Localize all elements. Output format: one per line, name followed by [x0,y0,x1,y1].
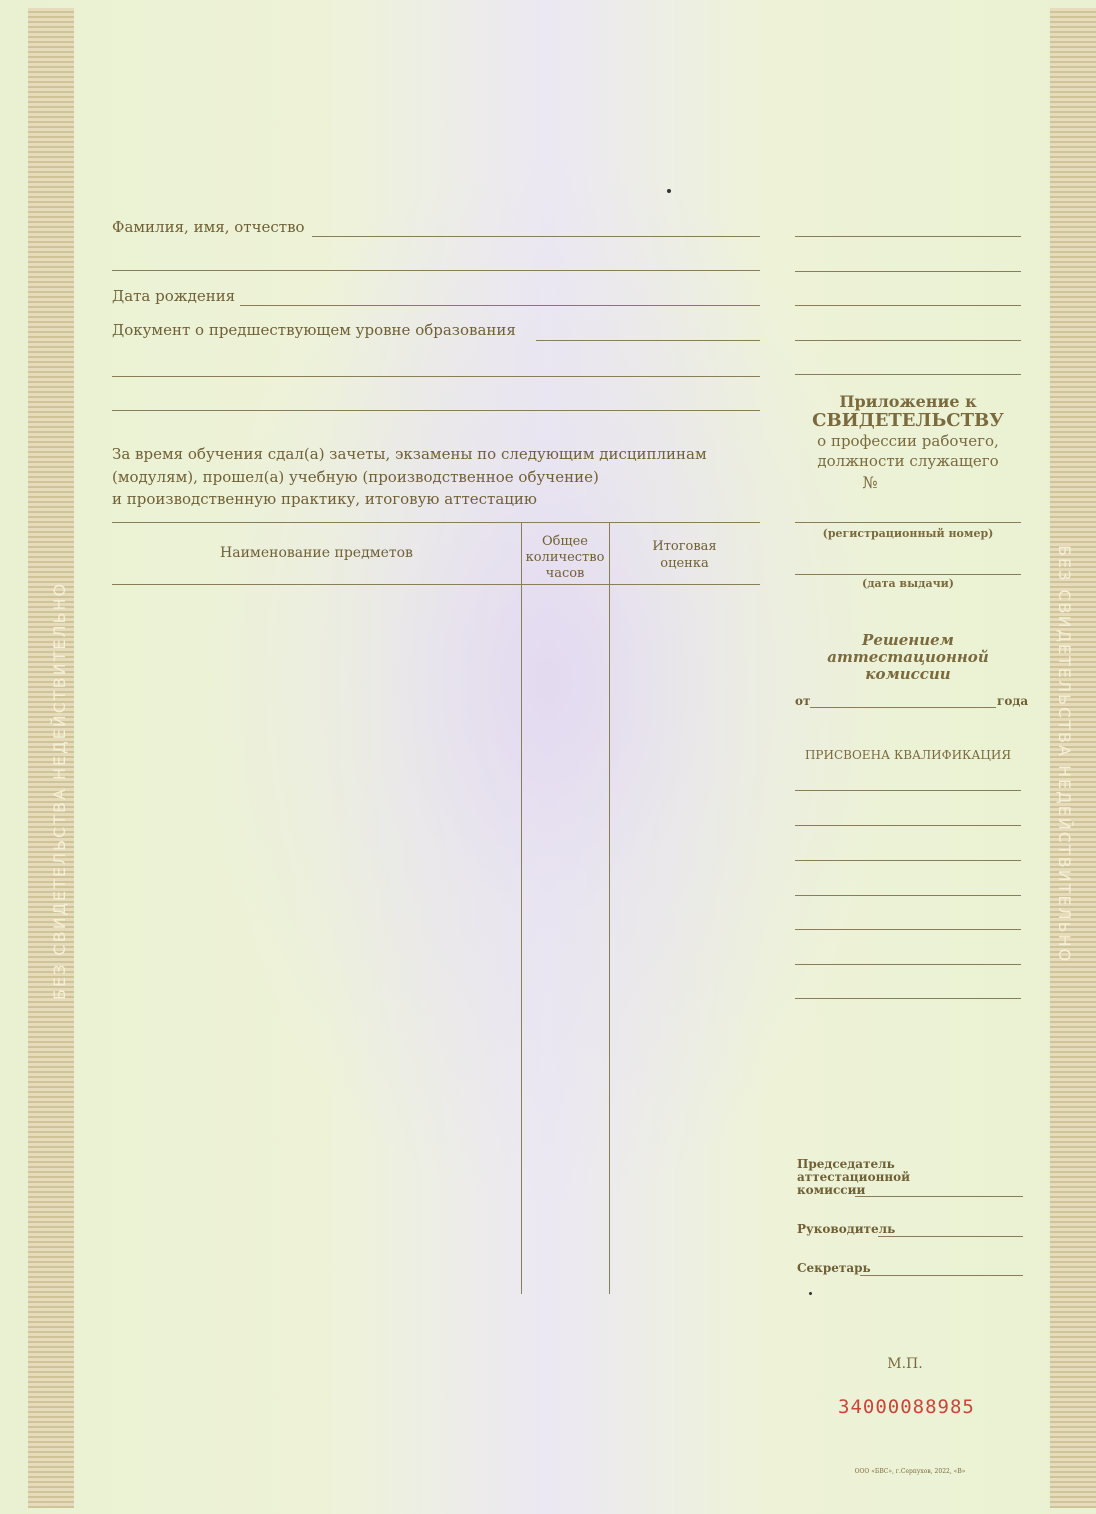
prior-education-line[interactable] [536,340,760,341]
col-hours-header-line1: Общее [542,534,588,549]
secretary-signature-line[interactable] [860,1275,1023,1276]
seal-label: М.П. [887,1356,923,1372]
decision-date-line[interactable] [810,707,996,708]
qualification-line-2[interactable] [795,825,1021,826]
right-blank-line-1[interactable] [795,236,1021,237]
number-sign: № [862,473,878,492]
decision-line1: Решением [862,631,954,649]
birth-date-label: Дата рождения [112,287,236,305]
birth-date-line[interactable] [240,305,760,306]
table-divider-1 [521,522,522,1294]
qualification-line-1[interactable] [795,790,1021,791]
left-border-text: БЕЗ СВИДЕТЕЛЬСТВА НЕДЕЙСТВИТЕЛЬНО [50,581,69,1000]
issue-date-line[interactable] [795,574,1021,575]
study-statement-line3: и производственную практику, итоговую аттестацию [112,490,537,508]
full-name-label: Фамилия, имя, отчество [112,218,305,236]
prior-education-line-3[interactable] [112,410,760,411]
right-blank-line-4[interactable] [795,340,1021,341]
study-statement-line2: (модулям), прошел(а) учебную (производственное обучение) [112,468,599,486]
full-name-line-2[interactable] [112,270,760,271]
ink-mark [809,1292,812,1295]
right-blank-line-3[interactable] [795,305,1021,306]
secretary-label: Секретарь [797,1261,871,1275]
table-header-rule [112,584,760,585]
qualification-line-5[interactable] [795,929,1021,930]
full-name-line[interactable] [312,236,760,237]
appendix-title-line4: должности служащего [817,452,999,470]
appendix-title-line1: Приложение к [839,392,977,411]
table-top-rule [112,522,760,523]
qualification-line-6[interactable] [795,964,1021,965]
chairman-label-line3: комиссии [797,1183,866,1197]
col-grade-header-line2: оценка [660,556,709,571]
col-grade-header-line1: Итоговая [652,539,717,554]
date-year-label: года [997,694,1029,708]
col-hours-header-line2: количество [525,550,605,565]
col-hours-header-line3: часов [545,566,585,581]
printer-note: ООО «БВС», г.Серпухов, 2022, «В» [854,1468,966,1475]
qualification-label: ПРИСВОЕНА КВАЛИФИКАЦИЯ [804,748,1012,762]
chairman-signature-line[interactable] [855,1196,1023,1197]
qualification-line-7[interactable] [795,998,1021,999]
appendix-title-line3: о профессии рабочего, [817,432,999,450]
table-divider-2 [609,522,610,1294]
study-statement-line1: За время обучения сдал(а) зачеты, экзамены по следующим дисциплинам [112,445,707,463]
col-subjects-header: Наименование предметов [220,545,413,561]
ink-dot [667,189,671,193]
head-label: Руководитель [797,1222,896,1236]
head-signature-line[interactable] [878,1236,1023,1237]
right-blank-line-2[interactable] [795,271,1021,272]
prior-education-line-2[interactable] [112,376,760,377]
serial-number: 34000088985 [838,1396,975,1418]
chairman-label-line2: аттестационной [797,1170,911,1184]
right-blank-line-5[interactable] [795,374,1021,375]
qualification-line-4[interactable] [795,895,1021,896]
date-from-label: от [795,694,811,708]
decision-line2: аттестационной [827,648,989,666]
appendix-title-line2: СВИДЕТЕЛЬСТВУ [812,410,1004,431]
decision-line3: комиссии [865,665,951,683]
prior-education-label: Документ о предшествующем уровне образования [112,321,516,339]
reg-number-line[interactable] [795,522,1021,523]
reg-number-caption: (регистрационный номер) [822,527,994,540]
issue-date-caption: (дата выдачи) [862,577,954,590]
chairman-label-line1: Председатель [797,1157,895,1171]
qualification-line-3[interactable] [795,860,1021,861]
right-border-text: БЕЗ СВИДЕТЕЛЬСТВА НЕДЕЙСТВИТЕЛЬНО [1055,545,1074,964]
